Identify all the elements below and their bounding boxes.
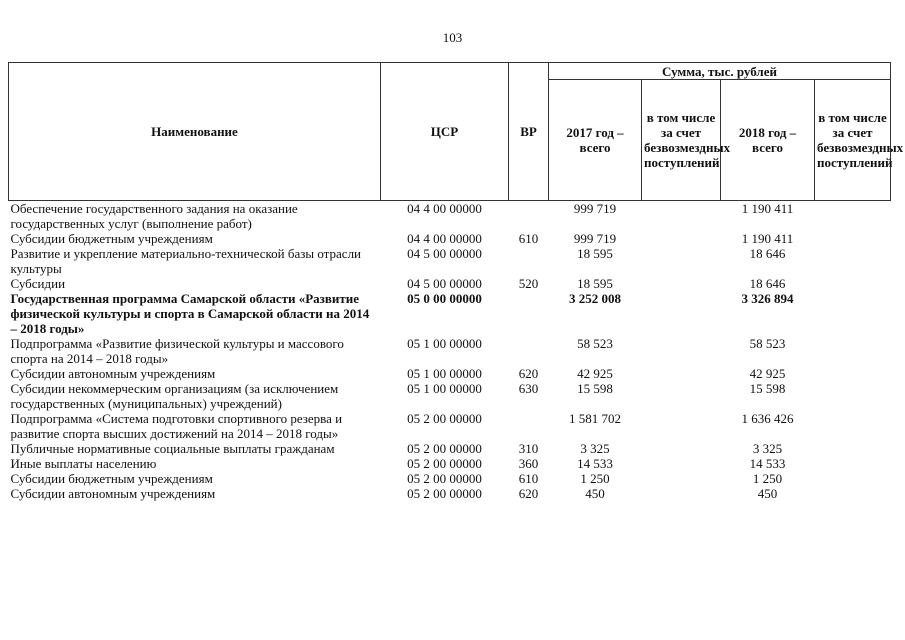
header-sum-group: Сумма, тыс. рублей (549, 63, 891, 80)
cell-2018-total: 1 250 (752, 471, 783, 486)
cell-2017-gratuitous (642, 336, 721, 366)
cell-csr: 05 2 00 00000 (407, 411, 482, 426)
cell-2017-gratuitous (642, 291, 721, 336)
cell-2018-gratuitous (815, 291, 891, 336)
table-row (9, 381, 891, 411)
cell-2018-gratuitous (815, 381, 891, 411)
cell-csr: 05 2 00 00000 (407, 456, 482, 471)
cell-name: Субсидии некоммерческим организациям (за исключением государственных (муниципальных) учреждений) (10, 381, 339, 411)
cell-2017-total: 1 250 (580, 471, 610, 486)
cell-name: Подпрограмма «Развитие физической культуры и массового спорта на 2014 – 2018 годы» (10, 336, 344, 366)
cell-vr: 610 (518, 231, 539, 246)
cell-2017-total: 999 719 (573, 231, 617, 246)
table-row (9, 471, 891, 486)
cell-2018-gratuitous (815, 231, 891, 246)
cell-2018-total: 3 326 894 (741, 291, 794, 306)
cell-2017-gratuitous (642, 201, 721, 232)
cell-name: Субсидии автономным учреждениям (10, 366, 216, 381)
header-name: Наименование (9, 63, 381, 201)
cell-2018-total: 18 646 (749, 276, 786, 291)
cell-2017-total: 18 595 (577, 246, 613, 261)
header-vr: ВР (509, 63, 549, 201)
table-row (9, 486, 891, 501)
cell-name: Субсидии (10, 276, 66, 291)
cell-2017-total: 450 (585, 486, 605, 501)
cell-vr (509, 411, 549, 441)
cell-vr (509, 201, 549, 232)
cell-2018-total: 1 190 411 (741, 201, 794, 216)
cell-2017-total: 18 595 (577, 276, 613, 291)
cell-2018-total: 450 (757, 486, 778, 501)
cell-2018-total: 18 646 (749, 246, 786, 261)
cell-2017-total: 15 598 (577, 381, 613, 396)
table-row (9, 411, 891, 441)
table-row (9, 276, 891, 291)
cell-name: Публичные нормативные социальные выплаты гражданам (10, 441, 335, 456)
cell-2017-gratuitous (642, 246, 721, 276)
table-row (9, 456, 891, 471)
cell-2018-total: 1 636 426 (741, 411, 794, 426)
cell-csr: 05 2 00 00000 (407, 471, 482, 486)
cell-2017-gratuitous (642, 456, 721, 471)
cell-csr: 05 1 00 00000 (407, 366, 482, 381)
cell-2018-total: 3 325 (752, 441, 783, 456)
cell-csr: 04 5 00 00000 (407, 246, 482, 261)
header-2017-gratuitous: в том числе за счет безвозмездных поступлений (642, 80, 721, 201)
budget-table (8, 62, 904, 501)
table-row (9, 231, 891, 246)
cell-2017-total: 58 523 (577, 336, 613, 351)
cell-vr: 610 (518, 471, 539, 486)
cell-vr: 620 (518, 366, 539, 381)
cell-csr: 05 1 00 00000 (407, 336, 482, 351)
header-2018-total: 2018 год – всего (721, 80, 815, 201)
table-row (9, 441, 891, 456)
cell-name: Субсидии автономным учреждениям (10, 486, 216, 501)
cell-csr: 04 5 00 00000 (407, 276, 482, 291)
cell-2017-gratuitous (642, 276, 721, 291)
cell-2017-gratuitous (642, 366, 721, 381)
cell-2017-total: 1 581 702 (569, 411, 621, 426)
cell-2018-gratuitous (815, 471, 891, 486)
table-row (9, 336, 891, 366)
header-csr: ЦСР (381, 63, 509, 201)
cell-csr: 05 0 00 00000 (407, 291, 482, 306)
cell-2017-total: 3 325 (580, 441, 610, 456)
cell-vr: 360 (518, 456, 539, 471)
cell-2018-gratuitous (815, 276, 891, 291)
cell-name: Субсидии бюджетным учреждениям (10, 471, 213, 486)
cell-2018-total: 1 190 411 (741, 231, 794, 246)
cell-name: Субсидии бюджетным учреждениям (10, 231, 213, 246)
table-header (9, 63, 904, 201)
cell-name: Государственная программа Самарской области «Развитие физической культуры и спорта в Самарской области на 2014 – 2018 годы» (10, 291, 370, 336)
cell-name: Обеспечение государственного задания на оказание государственных услуг (выполнение работ) (10, 201, 298, 231)
cell-2017-total: 42 925 (577, 366, 613, 381)
cell-2017-gratuitous (642, 441, 721, 456)
cell-vr (509, 336, 549, 366)
cell-2018-gratuitous (815, 201, 891, 232)
cell-2018-gratuitous (815, 486, 891, 501)
cell-vr: 520 (518, 276, 539, 291)
table-row (9, 291, 891, 336)
cell-2017-gratuitous (642, 411, 721, 441)
header-2017-total: 2017 год – всего (549, 80, 642, 201)
header-2018-gratuitous: в том числе за счет безвозмездных поступлений (815, 80, 891, 201)
table-row (9, 246, 891, 276)
cell-vr: 310 (518, 441, 539, 456)
cell-name: Развитие и укрепление материально-технической базы отрасли культуры (10, 246, 362, 276)
cell-csr: 05 1 00 00000 (407, 381, 482, 396)
cell-2018-gratuitous (815, 441, 891, 456)
cell-2017-gratuitous (642, 471, 721, 486)
cell-2017-gratuitous (642, 486, 721, 501)
cell-vr: 620 (518, 486, 539, 501)
cell-2018-total: 14 533 (749, 456, 786, 471)
cell-2018-total: 58 523 (749, 336, 786, 351)
cell-2018-total: 42 925 (749, 366, 786, 381)
table-row (9, 201, 891, 232)
table-row (9, 366, 891, 381)
cell-2017-total: 3 252 008 (569, 291, 621, 306)
cell-name: Иные выплаты населению (10, 456, 157, 471)
table-body (9, 201, 891, 502)
cell-2018-gratuitous (815, 366, 891, 381)
cell-2018-total: 15 598 (749, 381, 786, 396)
cell-2017-gratuitous (642, 231, 721, 246)
cell-csr: 04 4 00 00000 (407, 231, 482, 246)
cell-csr: 05 2 00 00000 (407, 486, 482, 501)
cell-csr: 05 2 00 00000 (407, 441, 482, 456)
cell-csr: 04 4 00 00000 (407, 201, 482, 216)
cell-vr (509, 246, 549, 276)
cell-vr: 630 (518, 381, 539, 396)
cell-2017-gratuitous (642, 381, 721, 411)
page-number: 103 (442, 30, 463, 45)
cell-vr (509, 291, 549, 336)
cell-2018-gratuitous (815, 246, 891, 276)
cell-2018-gratuitous (815, 411, 891, 441)
cell-2017-total: 999 719 (573, 201, 617, 216)
cell-2017-total: 14 533 (577, 456, 613, 471)
cell-name: Подпрограмма «Система подготовки спортивного резерва и развитие спорта высших достижений на 2014 – 2018 годы» (10, 411, 343, 441)
cell-2018-gratuitous (815, 456, 891, 471)
cell-2018-gratuitous (815, 336, 891, 366)
